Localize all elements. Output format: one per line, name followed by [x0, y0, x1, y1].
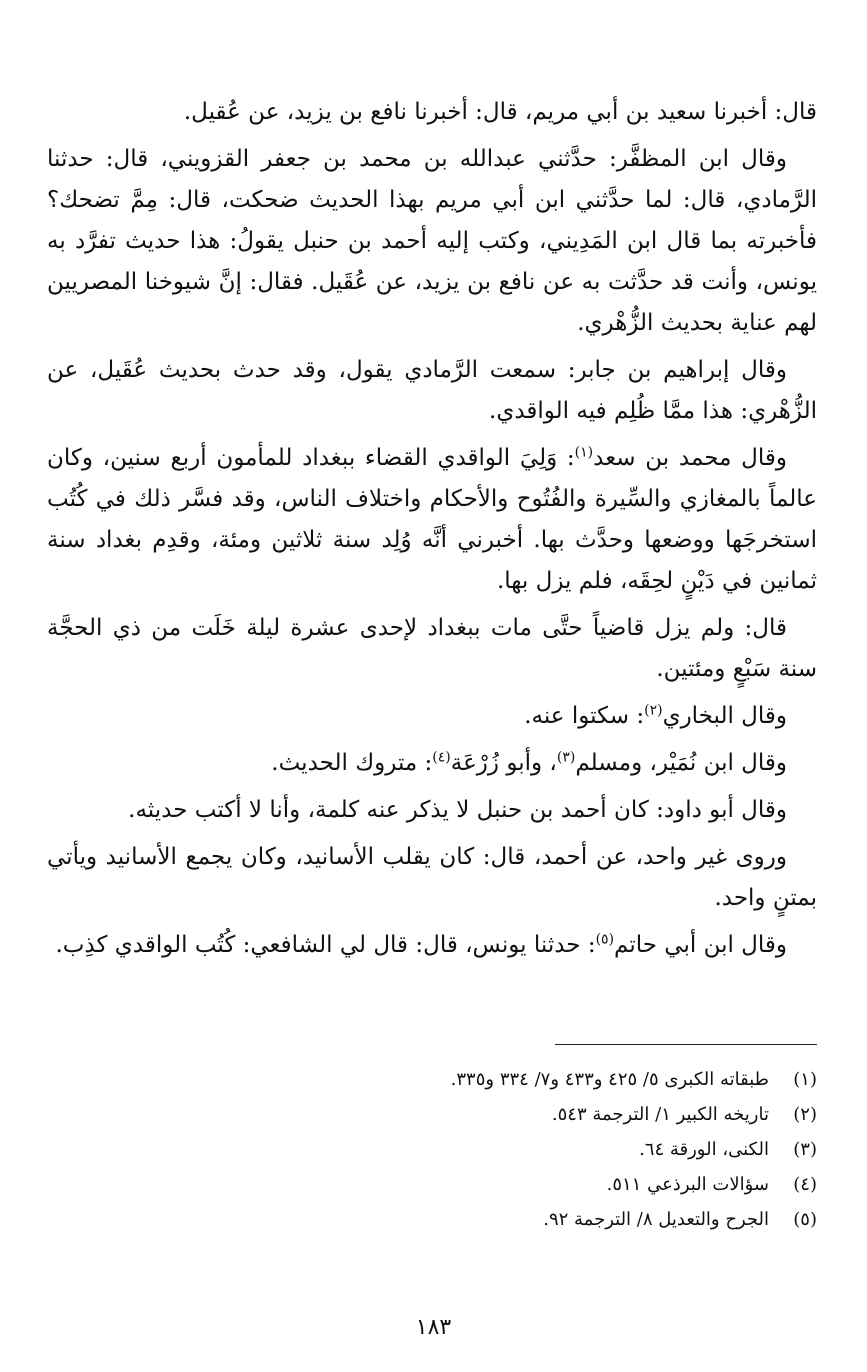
footnote-number: (١)	[793, 1069, 817, 1090]
footnote-text: تاريخه الكبير ١/ الترجمة ٥٤٣.	[551, 1104, 769, 1125]
footnote-ref-1: (١)	[574, 444, 594, 461]
paragraph-4-lead: وقال محمد بن سعد	[593, 445, 788, 471]
paragraph-6	[47, 696, 817, 737]
paragraph-6-rest: : سكتوا عنه.	[524, 703, 645, 729]
footnote-ref-4: (٤)	[432, 749, 451, 766]
paragraph-5: قال: ولم يزل قاضياً حتَّى مات ببغداد لإحدى عشرة ليلة خَلَت من ذي الحجَّة سنة سَبْعٍ ومئتين.	[47, 615, 817, 682]
footnote-number: (٢)	[793, 1104, 817, 1125]
footnote-2	[217, 1099, 817, 1131]
footnote-5	[217, 1204, 817, 1236]
paragraph-8: وقال أبو داود: كان أحمد بن حنبل لا يذكر عنه كلمة، وأنا لا أكتب حديثه.	[128, 797, 787, 823]
footnote-separator	[555, 1044, 817, 1045]
paragraph-9: وروى غير واحد، عن أحمد، قال: كان يقلب الأسانيد، وكان يجمع الأسانيد ويأتي بمتنٍ واحد.	[47, 844, 817, 911]
paragraph-10-rest: : حدثنا يونس، قال: قال لي الشافعي: كُتُب الواقدي كذِب.	[55, 932, 596, 958]
paragraph-1: قال: أخبرنا سعيد بن أبي مريم، قال: أخبرنا نافع بن يزيد، عن عُقيل.	[183, 99, 817, 125]
main-text	[47, 92, 817, 972]
paragraph-7-middle: ، وأبو زُرْعَة	[450, 750, 557, 776]
paragraph-10	[47, 925, 817, 966]
paragraph-6-lead: وقال البخاري	[662, 703, 787, 729]
paragraph-4	[47, 438, 817, 602]
footnote-text: طبقاته الكبرى ٥/ ٤٢٥ و٤٣٣ و٧/ ٣٣٤ و٣٣٥.	[450, 1069, 769, 1090]
footnote-text: سؤالات البرذعي ٥١١.	[606, 1174, 769, 1195]
paragraph-4-rest: : وَلِيَ الواقدي القضاء ببغداد للمأمون أربع سنين، وكان عالماً بالمغازي والسِّيرة والفُتُوح والأحكام واختلاف الناس، وقد فسَّر ذلك في كُتُب استخرجَها ووضعها وحدَّث بها. أخبرني أنَّه وُلِد سنة ثلاثين ومئة، وقدِم بغداد سنة ثمانين في دَيْنٍ لحِقَه، فلم يزل بها.	[47, 445, 817, 594]
footnote-number: (٣)	[793, 1139, 817, 1160]
footnote-4	[217, 1169, 817, 1201]
footnote-text: الجرح والتعديل ٨/ الترجمة ٩٢.	[543, 1209, 769, 1230]
footnote-ref-2: (٢)	[644, 702, 663, 719]
footnote-number: (٥)	[793, 1209, 817, 1230]
page-number: ١٨٣	[415, 1315, 452, 1340]
footnotes	[217, 1064, 817, 1239]
paragraph-7	[47, 743, 817, 784]
paragraph-10-lead: وقال ابن أبي حاتم	[614, 932, 787, 958]
footnote-number: (٤)	[793, 1174, 817, 1195]
paragraph-7-rest: : متروك الحديث.	[271, 750, 433, 776]
footnote-ref-3: (٣)	[556, 749, 576, 766]
paragraph-2: وقال ابن المظفَّر: حدَّثني عبدالله بن محمد بن جعفر القزويني، قال: حدثنا الرَّمادي، قال: لما حدَّثني ابن أبي مريم بهذا الحديث ضحكت، قال: مِمَّ تضحك؟ فأخبرته بما قال ابن المَدِيني، وكتب إليه أحمد بن حنبل يقولُ: هذا حديث تفرَّد به يونس، وأنت قد حدَّثت به عن نافع بن يزيد، عن عُقَيل. فقال: إنَّ شيوخنا المصريين لهم عناية بحديث الزُّهْري.	[47, 146, 817, 336]
footnote-1	[217, 1064, 817, 1096]
paragraph-3: وقال إبراهيم بن جابر: سمعت الرَّمادي يقول، وقد حدث بحديث عُقَيل، عن الزُّهْري: هذا ممَّا ظُلِم فيه الواقدي.	[47, 357, 817, 424]
footnote-3	[217, 1134, 817, 1166]
paragraph-7-lead: وقال ابن نُمَيْر، ومسلم	[575, 750, 787, 776]
footnote-ref-5: (٥)	[595, 931, 615, 948]
footnote-text: الكنى، الورقة ٦٤.	[639, 1139, 769, 1160]
